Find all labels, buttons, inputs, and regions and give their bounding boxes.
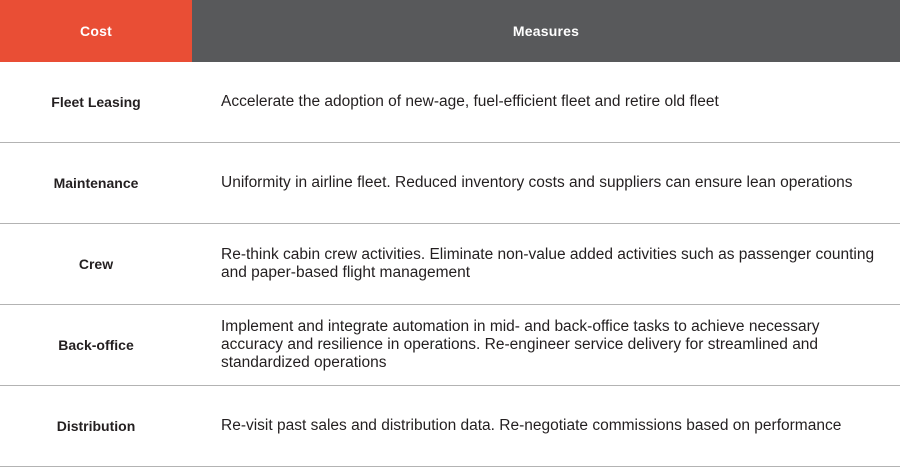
header-measures: Measures: [192, 0, 900, 62]
measure-text: Implement and integrate automation in mid- and back-office tasks to achieve necessary accuracy and resilience in operations. Re-engineer service delivery for streamlined and standardized operations: [221, 318, 820, 371]
cost-cell: Maintenance: [53, 175, 139, 191]
measure-text: Re-visit past sales and distribution data. Re-negotiate commissions based on performance: [221, 417, 842, 434]
table-row: [0, 224, 900, 305]
measure-text: Accelerate the adoption of new-age, fuel-efficient fleet and retire old fleet: [221, 93, 719, 110]
table-row: [0, 305, 900, 386]
measure-cell: [192, 386, 900, 466]
cost-cell: Fleet Leasing: [51, 94, 141, 110]
measure-cell: [192, 305, 900, 385]
cost-cell: Crew: [78, 256, 114, 272]
cost-cell: Distribution: [56, 418, 136, 434]
table-header: [0, 0, 900, 62]
measure-cell: [192, 224, 900, 304]
measure-text: Re-think cabin crew activities. Eliminate non-value added activities such as passenger counting and paper-based flight management: [221, 246, 875, 281]
header-cost: Cost: [0, 0, 192, 62]
table-row: [0, 143, 900, 224]
cost-cell: Back-office: [58, 337, 134, 353]
measure-cell: [192, 62, 900, 142]
table-row: [0, 62, 900, 143]
measure-cell: [192, 143, 900, 223]
table-row: [0, 386, 900, 467]
measure-text: Uniformity in airline fleet. Reduced inventory costs and suppliers can ensure lean operations: [221, 174, 853, 191]
